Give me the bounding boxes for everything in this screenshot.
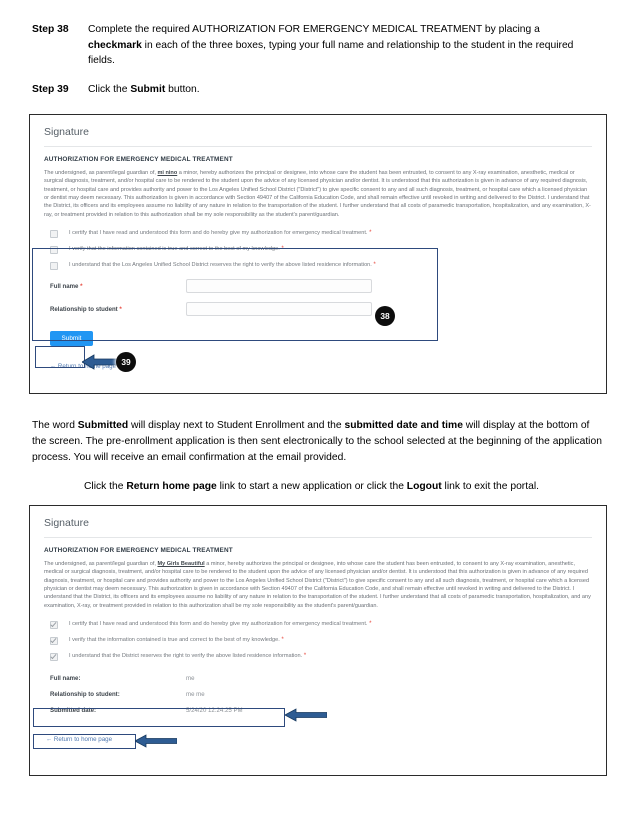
auth-text-before-name: The undersigned, as parent/legal guardian of,	[44, 561, 158, 567]
relationship-label: Relationship to student:	[50, 690, 120, 698]
auth-text-before-name: The undersigned, as parent/legal guardian of,	[44, 170, 158, 176]
checkbox-residence-icon	[50, 653, 58, 661]
consent-checkbox-list	[44, 229, 592, 270]
full-name-label: Full name *	[50, 282, 83, 290]
submitted-date-value: 5/24/20 12:24:25 PM	[186, 706, 243, 714]
consent-checkbox-row[interactable]	[44, 261, 592, 270]
submit-button[interactable]: Submit	[50, 331, 93, 346]
explanatory-paragraph	[32, 418, 602, 495]
authorization-title: AUTHORIZATION FOR EMERGENCY MEDICAL TREATMENT	[44, 547, 233, 554]
full-name-label: Full name:	[50, 674, 81, 682]
step-instructions	[0, 0, 634, 97]
student-name-underlined: My Girls Beautiful	[157, 561, 205, 567]
consent-checkbox-row[interactable]	[44, 229, 592, 238]
consent-checkbox-row[interactable]	[44, 245, 592, 254]
annotation-arrow-return-link	[135, 733, 177, 749]
full-name-readonly-row	[44, 670, 592, 686]
checkbox-verify-icon	[50, 637, 58, 645]
signature-section-heading: Signature	[44, 126, 592, 147]
authorization-body-text	[44, 169, 592, 219]
full-name-row	[44, 279, 592, 293]
checkbox-certify-icon[interactable]	[50, 230, 58, 238]
annotation-badge-38: 38	[375, 306, 395, 326]
checkbox-verify-icon[interactable]	[50, 246, 58, 254]
return-to-home-page-link[interactable]: ← Return to home page	[46, 736, 113, 744]
signature-section-heading: Signature	[44, 517, 592, 538]
checkbox-certify-icon	[50, 621, 58, 629]
relationship-row	[44, 302, 592, 316]
consent-checkbox-label: I understand that the Los Angeles Unified School District reserves the right to verify the above listed residence information. *	[69, 261, 376, 269]
checkbox-residence-icon[interactable]	[50, 262, 58, 270]
auth-text-after-name: a minor, hereby authorizes the principal or designee, into whose care the student has been entrusted, to consent to any X-ray examination, anesthetic, medical or surgical diagnosis, treatment, and/or hospital care to be rendered to the student upon the advice of any licensed physician and/or dentist. It is understood that this authorization is given in advance of any required diagnosis, treatment, or hospital care and provides authority and power to the Los Angeles Unified School District ("District") to give specific consent to any and all such diagnosis, treatment, or hospital care which a licensed physician or dentist may deem necessary. This authorization is given in accordance with Section 49407 of the California Education Code, and shall remain effective until revoked in writing and delivered to the District. I understand that the District, its officers and its employees assume no liability of any nature in relation to the transportation of the student. I further understand that all costs of paramedic transportation, hospitalization, and any examination, X-ray, or treatment provided in relation to this authorization shall be my sole responsibility as the student's parent/guardian.	[44, 561, 591, 609]
prose-main: The word Submitted will display next to Student Enrollment and the submitted date and time will display at the bottom of the screen. The pre-enrollment application is then sent electronically to the school selected at the beginning of the application process. You will receive an email confirmation at the email provided.	[32, 420, 602, 463]
step-number: Step 38	[32, 24, 69, 35]
return-to-home-page-link[interactable]: ← Return to home page	[50, 363, 117, 371]
annotation-badge-39: 39	[116, 352, 136, 372]
authorization-body-text	[44, 560, 592, 610]
required-asterisk: *	[369, 620, 372, 628]
step-row	[32, 82, 594, 98]
full-name-value: me	[186, 674, 195, 682]
signature-form-screenshot-submitted	[29, 505, 607, 776]
step-number: Step 39	[32, 83, 69, 95]
submitted-date-label: Submitted date:	[50, 706, 97, 714]
consent-checkbox-row	[44, 652, 592, 661]
authorization-title: AUTHORIZATION FOR EMERGENCY MEDICAL TREATMENT	[44, 156, 233, 163]
consent-checkbox-row	[44, 636, 592, 645]
consent-checkbox-list	[44, 620, 592, 661]
consent-checkbox-label: I understand that the District reserves the right to verify the above listed residence information. *	[69, 652, 307, 660]
relationship-input[interactable]	[186, 302, 372, 316]
required-asterisk: *	[80, 282, 83, 290]
consent-checkbox-row	[44, 620, 592, 629]
signature-form-screenshot-empty	[29, 114, 607, 394]
annotation-arrow-submitted-date	[285, 707, 327, 723]
step-row	[32, 22, 594, 69]
step-description: Complete the required AUTHORIZATION FOR EMERGENCY MEDICAL TREATMENT by placing a checkmark in each of the three boxes, typing your full name and relationship to the student in the required fields.	[88, 24, 574, 66]
required-asterisk: *	[373, 261, 376, 269]
consent-checkbox-label: I certify that I have read and understood this form and do hereby give my authorization for emergency medical treatment. *	[69, 620, 372, 628]
prose-indented: Click the Return home page link to start a new application or click the Logout link to exit the portal.	[84, 481, 539, 492]
student-name-underlined: mi nino	[157, 170, 178, 176]
full-name-input[interactable]	[186, 279, 372, 293]
consent-checkbox-label: I verify that the information contained is true and correct to the best of my knowledge. *	[69, 245, 284, 253]
consent-checkbox-label: I certify that I have read and understood this form and do hereby give my authorization for emergency medical treatment. *	[69, 229, 372, 237]
required-asterisk: *	[369, 229, 372, 237]
relationship-value: me me	[186, 690, 205, 698]
required-asterisk: *	[281, 245, 284, 253]
required-asterisk: *	[119, 305, 122, 313]
required-asterisk: *	[303, 652, 307, 660]
step-description: Click the Submit button.	[88, 83, 200, 95]
relationship-readonly-row	[44, 686, 592, 702]
relationship-label: Relationship to student *	[50, 305, 122, 313]
auth-text-after-name: a minor, hereby authorizes the principal or designee, into whose care the student has been entrusted, to consent to any X-ray examination, anesthetic, medical or surgical diagnosis, treatment, and/or hospital care to be rendered to the student upon the advice of any licensed physician and/or dentist. It is understood that this authorization is given in advance of any required diagnosis, treatment, or hospital care and provides authority and power to the Los Angeles Unified School District ("District") to give specific consent to any and all such diagnosis, treatment, or hospital care which a licensed physician or dentist may deem necessary. This authorization is given in accordance with Section 49407 of the California Education Code, and shall remain effective until revoked in writing and delivered to the District. I understand that the District, its officers and its employees assume no liability of any nature in relation to the transportation of the student. I further understand that all costs of paramedic transportation, hospitalization, and any examination, X-ray, or treatment provided in relation to this authorization shall be my sole responsibility as the student's parent/guardian.	[44, 170, 591, 218]
required-asterisk: *	[281, 636, 284, 644]
consent-checkbox-label: I verify that the information contained is true and correct to the best of my knowledge. *	[69, 636, 284, 644]
